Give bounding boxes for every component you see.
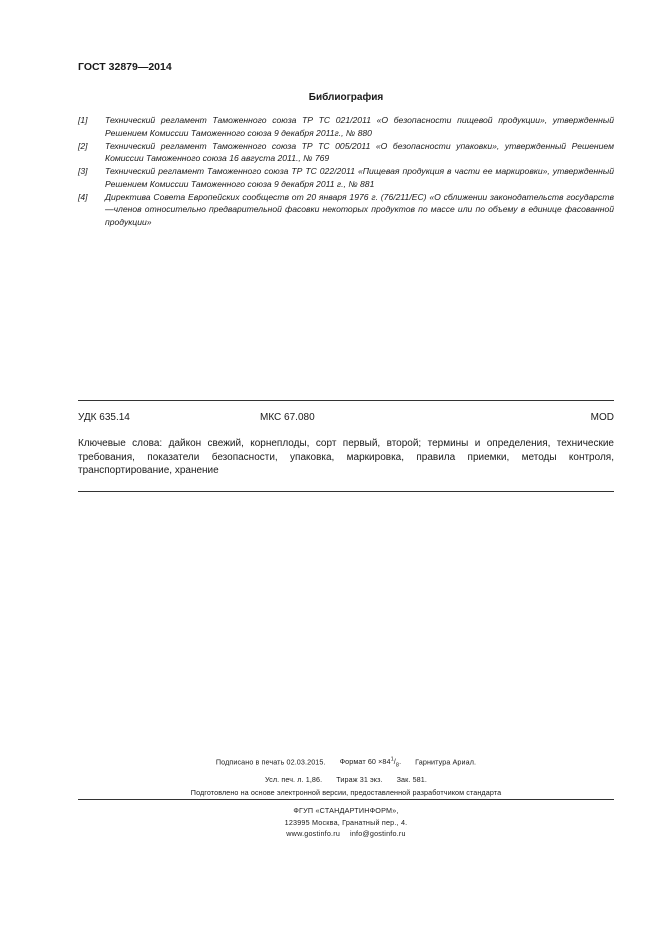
bibliography-item-text: Технический регламент Таможенного союза ТР ТС 005/2011 «О безопасности упаковки», утвержденный Решением Комиссии Таможенного союза 16 августа 2011., № 769: [105, 140, 614, 163]
publisher-address: 123995 Москва, Гранатный пер., 4.: [284, 817, 408, 827]
printed-sheets: Усл. печ. л. 1,86.: [265, 774, 323, 784]
bibliography-item-number: [3]: [78, 166, 88, 176]
print-run: Тираж 31 экз.: [336, 774, 383, 784]
paper-format: Формат $60 \times 84^1/_8$.: [339, 757, 402, 769]
bibliography-item: [78, 191, 614, 229]
bibliography-item: [78, 165, 614, 190]
imprint-line-2: [78, 773, 614, 786]
bibliography-item-number: [4]: [78, 191, 88, 202]
mks-code: МКС 67.080: [260, 412, 315, 423]
bibliography-item-text: Технический регламент Таможенного союза ТР ТС 021/2011 «О безопасности пищевой продукции», утвержденный Решением Комиссии Таможенного союза 9 декабря 2011г., № 880: [105, 115, 614, 138]
publisher-name: ФГУП «СТАНДАРТИНФОРМ»,: [293, 806, 399, 815]
imprint-line-1: [78, 754, 614, 773]
publisher-email-link[interactable]: info@gostinfo.ru: [350, 829, 406, 838]
standard-code: ГОСТ 32879—2014: [78, 61, 172, 73]
udk-code: УДК 635.14: [78, 412, 130, 423]
bibliography-item-text: Директива Совета Европейских сообществ от 20 января 1976 г. (76/211/ЕС) «О сближении законодательств государств—членов относительно предварительной фасовки некоторых продуктов по массе или по объему в единице фасованной продукции»: [105, 191, 614, 227]
divider-top: [78, 400, 614, 401]
bibliography-title: Библиография: [308, 92, 384, 103]
bibliography-item: [78, 140, 614, 165]
order-number: Зак. 581.: [396, 774, 427, 784]
bibliography-list: [78, 114, 614, 229]
publisher-block: [78, 805, 614, 840]
bibliography-item-number: [2]: [78, 140, 88, 151]
bibliography-item-text: Технический регламент Таможенного союза ТР ТС 022/2011 «Пищевая продукция в части ее маркировки», утвержденный Решением Комиссии Таможенного союза 9 декабря 2011 г., № 881: [105, 166, 614, 189]
bibliography-item-number: [1]: [78, 115, 88, 125]
divider-footer: [78, 799, 614, 800]
mod-label: MOD: [590, 412, 614, 423]
divider-bottom: [78, 491, 614, 492]
imprint-block: [78, 754, 614, 799]
publisher-website-link[interactable]: www.gostinfo.ru: [286, 829, 341, 838]
typeface: Гарнитура Ариал.: [415, 757, 477, 767]
prepared-note: Подготовлено на основе электронной версии, предоставленной разработчиком стандарта: [190, 787, 502, 797]
bibliography-item: [78, 114, 614, 139]
signed-date: Подписано в печать 02.03.2015.: [215, 757, 326, 767]
keywords-paragraph: Ключевые слова: дайкон свежий, корнеплоды, сорт первый, второй; термины и определения, технические требования, показатели безопасности, упаковка, маркировка, правила приемки, методы контроля, транспортирование, хранение: [78, 438, 614, 476]
publisher-contacts: [78, 828, 614, 840]
